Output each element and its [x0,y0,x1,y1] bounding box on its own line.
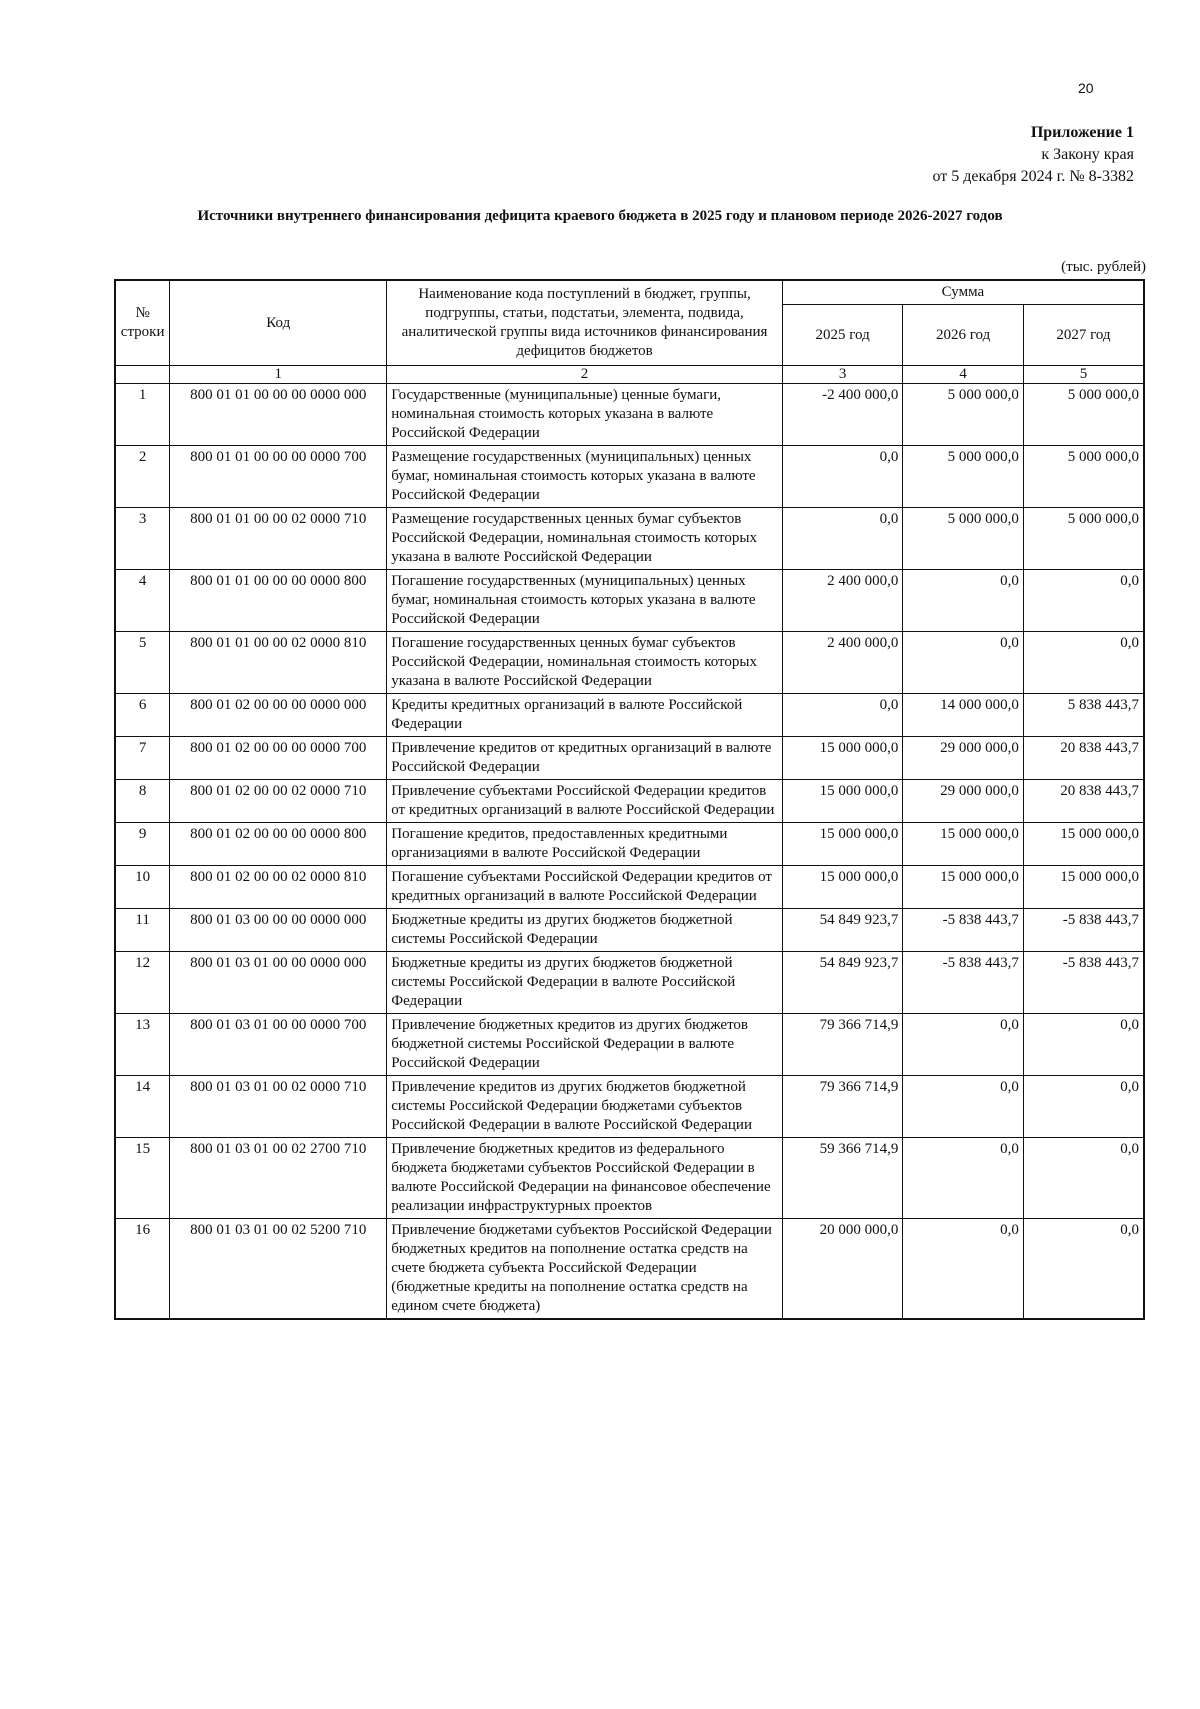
row-name: Погашение кредитов, предоставленных кредитными организациями в валюте Российской Федерации [387,823,783,866]
row-number: 16 [115,1219,170,1320]
row-amount-2027: 20 838 443,7 [1023,737,1144,780]
row-amount-2025: 2 400 000,0 [782,632,903,694]
row-amount-2027: 0,0 [1023,570,1144,632]
row-code: 800 01 02 00 00 00 0000 000 [170,694,387,737]
row-code: 800 01 02 00 00 00 0000 800 [170,823,387,866]
row-amount-2026: 15 000 000,0 [903,823,1024,866]
row-amount-2027: 0,0 [1023,1014,1144,1076]
row-amount-2027: 5 838 443,7 [1023,694,1144,737]
row-amount-2026: 0,0 [903,570,1024,632]
row-amount-2025: -2 400 000,0 [782,384,903,446]
row-amount-2026: 0,0 [903,1219,1024,1320]
row-name: Привлечение кредитов от кредитных организаций в валюте Российской Федерации [387,737,783,780]
header-year-2026: 2026 год [903,305,1024,366]
row-number: 12 [115,952,170,1014]
row-amount-2025: 15 000 000,0 [782,780,903,823]
row-number: 14 [115,1076,170,1138]
row-name: Размещение государственных (муниципальных) ценных бумаг, номинальная стоимость которых указана в валюте Российской Федерации [387,446,783,508]
row-amount-2025: 54 849 923,7 [782,952,903,1014]
row-amount-2025: 79 366 714,9 [782,1076,903,1138]
document-title: Источники внутреннего финансирования дефицита краевого бюджета в 2025 году и плановом периоде 2026-2027 годов [197,208,1003,224]
header-sum: Сумма [782,280,1144,305]
row-name: Кредиты кредитных организаций в валюте Российской Федерации [387,694,783,737]
financing-sources-table [114,279,1145,1320]
row-code: 800 01 03 01 00 00 0000 000 [170,952,387,1014]
units-label: (тыс. рублей) [1061,259,1146,275]
table-row [115,952,1144,1014]
row-number: 5 [115,632,170,694]
table-row [115,823,1144,866]
table-row [115,737,1144,780]
row-amount-2026: 0,0 [903,1014,1024,1076]
table-row [115,632,1144,694]
row-amount-2026: 29 000 000,0 [903,780,1024,823]
row-number: 9 [115,823,170,866]
row-code: 800 01 02 00 00 02 0000 810 [170,866,387,909]
row-number: 1 [115,384,170,446]
row-amount-2027: 15 000 000,0 [1023,866,1144,909]
table-row [115,866,1144,909]
row-amount-2027: -5 838 443,7 [1023,952,1144,1014]
row-amount-2026: 29 000 000,0 [903,737,1024,780]
row-name: Привлечение бюджетами субъектов Российской Федерации бюджетных кредитов на пополнение остатка средств на счете бюджета субъекта Российской Федерации (бюджетные кредиты на пополнение остатка средств на едином счете бюджета) [387,1219,783,1320]
row-amount-2027: 5 000 000,0 [1023,508,1144,570]
table-row [115,1138,1144,1219]
row-name: Бюджетные кредиты из других бюджетов бюджетной системы Российской Федерации [387,909,783,952]
header-year-2025: 2025 год [782,305,903,366]
row-code: 800 01 03 01 00 02 2700 710 [170,1138,387,1219]
row-amount-2025: 0,0 [782,446,903,508]
row-amount-2025: 15 000 000,0 [782,737,903,780]
header-code: Код [170,280,387,366]
row-name: Размещение государственных ценных бумаг субъектов Российской Федерации, номинальная стоимость которых указана в валюте Российской Федерации [387,508,783,570]
page-number: 20 [1078,80,1094,96]
row-amount-2027: 0,0 [1023,632,1144,694]
row-amount-2025: 0,0 [782,694,903,737]
column-number: 5 [1023,366,1144,384]
row-name: Привлечение бюджетных кредитов из других бюджетов бюджетной системы Российской Федерации в валюте Российской Федерации [387,1014,783,1076]
row-amount-2025: 0,0 [782,508,903,570]
row-amount-2025: 15 000 000,0 [782,823,903,866]
row-code: 800 01 03 01 00 02 0000 710 [170,1076,387,1138]
row-name: Привлечение субъектами Российской Федерации кредитов от кредитных организаций в валюте Российской Федерации [387,780,783,823]
column-number: 3 [782,366,903,384]
row-number: 7 [115,737,170,780]
row-amount-2025: 59 366 714,9 [782,1138,903,1219]
row-amount-2027: 20 838 443,7 [1023,780,1144,823]
row-number: 15 [115,1138,170,1219]
row-amount-2027: 0,0 [1023,1138,1144,1219]
appendix-title: Приложение 1 [1030,124,1134,141]
row-amount-2025: 79 366 714,9 [782,1014,903,1076]
row-name: Привлечение кредитов из других бюджетов бюджетной системы Российской Федерации бюджетами субъектов Российской Федерации в валюте Российской Федерации [387,1076,783,1138]
row-amount-2026: 5 000 000,0 [903,508,1024,570]
row-name: Бюджетные кредиты из других бюджетов бюджетной системы Российской Федерации в валюте Российской Федерации [387,952,783,1014]
header-row-no: № строки [115,280,170,366]
appendix-block [932,122,1134,188]
row-code: 800 01 01 00 00 00 0000 700 [170,446,387,508]
row-code: 800 01 01 00 00 00 0000 800 [170,570,387,632]
row-amount-2026: 0,0 [903,632,1024,694]
row-code: 800 01 02 00 00 02 0000 710 [170,780,387,823]
table-row [115,384,1144,446]
table-row [115,694,1144,737]
table-row [115,1014,1144,1076]
row-code: 800 01 03 01 00 00 0000 700 [170,1014,387,1076]
table-row [115,1219,1144,1320]
column-number-blank [115,366,170,384]
row-number: 11 [115,909,170,952]
row-number: 13 [115,1014,170,1076]
row-code: 800 01 01 00 00 02 0000 810 [170,632,387,694]
table-row [115,570,1144,632]
row-number: 6 [115,694,170,737]
row-name: Погашение государственных ценных бумаг субъектов Российской Федерации, номинальная стоимость которых указана в валюте Российской Федерации [387,632,783,694]
table-row [115,508,1144,570]
column-numbers-row [115,366,1144,384]
row-amount-2026: 0,0 [903,1076,1024,1138]
table-row [115,780,1144,823]
row-number: 3 [115,508,170,570]
row-amount-2026: -5 838 443,7 [903,952,1024,1014]
row-amount-2026: 5 000 000,0 [903,446,1024,508]
row-name: Государственные (муниципальные) ценные бумаги, номинальная стоимость которых указана в валюте Российской Федерации [387,384,783,446]
row-code: 800 01 03 00 00 00 0000 000 [170,909,387,952]
row-amount-2027: 15 000 000,0 [1023,823,1144,866]
row-number: 8 [115,780,170,823]
row-amount-2025: 20 000 000,0 [782,1219,903,1320]
row-amount-2027: 5 000 000,0 [1023,446,1144,508]
appendix-line-1: к Закону края [1041,146,1134,163]
row-code: 800 01 02 00 00 00 0000 700 [170,737,387,780]
row-amount-2027: 0,0 [1023,1219,1144,1320]
row-code: 800 01 01 00 00 02 0000 710 [170,508,387,570]
column-number: 4 [903,366,1024,384]
row-number: 10 [115,866,170,909]
row-name: Привлечение бюджетных кредитов из федерального бюджета бюджетами субъектов Российской Федерации в валюте Российской Федерации на финансовое обеспечение реализации инфраструктурных проектов [387,1138,783,1219]
header-name: Наименование кода поступлений в бюджет, группы, подгруппы, статьи, подстатьи, элемента, подвида, аналитической группы вида источников финансирования дефицитов бюджетов [387,280,783,366]
row-amount-2025: 54 849 923,7 [782,909,903,952]
row-code: 800 01 01 00 00 00 0000 000 [170,384,387,446]
row-number: 4 [115,570,170,632]
row-amount-2025: 2 400 000,0 [782,570,903,632]
row-amount-2027: -5 838 443,7 [1023,909,1144,952]
table-row [115,1076,1144,1138]
column-number: 2 [387,366,783,384]
header-year-2027: 2027 год [1023,305,1144,366]
row-amount-2026: 15 000 000,0 [903,866,1024,909]
row-amount-2026: 5 000 000,0 [903,384,1024,446]
row-amount-2026: 0,0 [903,1138,1024,1219]
row-name: Погашение субъектами Российской Федерации кредитов от кредитных организаций в валюте Российской Федерации [387,866,783,909]
appendix-line-2: от 5 декабря 2024 г. № 8-3382 [932,168,1134,185]
row-amount-2027: 5 000 000,0 [1023,384,1144,446]
row-amount-2027: 0,0 [1023,1076,1144,1138]
row-code: 800 01 03 01 00 02 5200 710 [170,1219,387,1320]
row-amount-2026: -5 838 443,7 [903,909,1024,952]
table-row [115,446,1144,508]
column-number: 1 [170,366,387,384]
row-name: Погашение государственных (муниципальных) ценных бумаг, номинальная стоимость которых указана в валюте Российской Федерации [387,570,783,632]
row-amount-2025: 15 000 000,0 [782,866,903,909]
row-number: 2 [115,446,170,508]
table-row [115,909,1144,952]
row-amount-2026: 14 000 000,0 [903,694,1024,737]
